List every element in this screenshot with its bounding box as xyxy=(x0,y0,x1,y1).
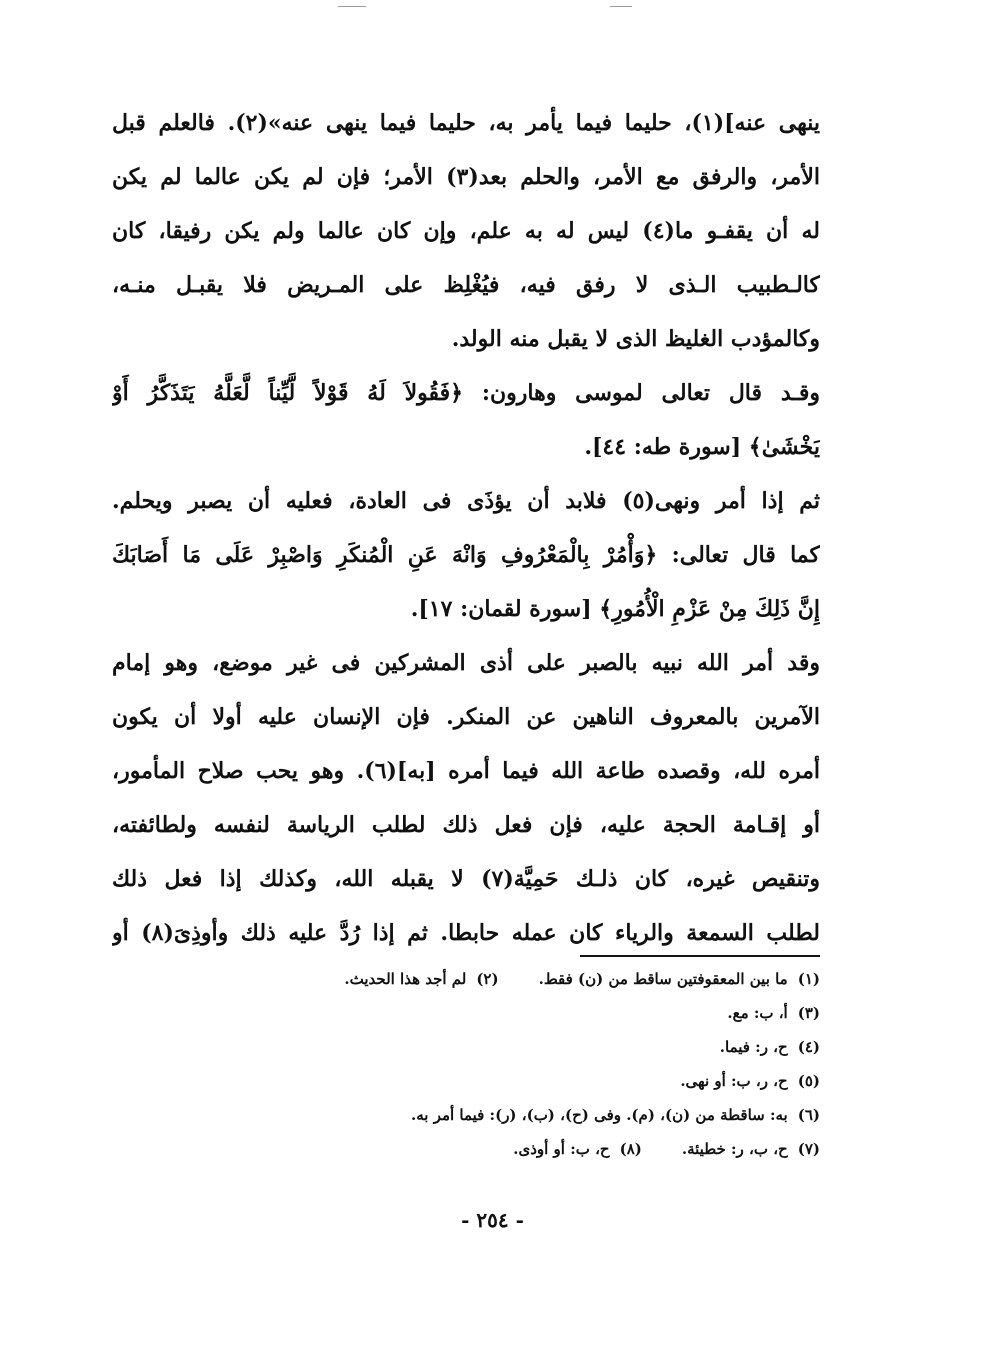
footnote-number: (٢) xyxy=(476,970,499,988)
page-number: - ٢٥٤ - xyxy=(461,1208,524,1232)
footnote xyxy=(200,1098,820,1132)
text-line: أمره لله، وقصده طاعة الله فيما أمره [به](٦). وهو يحب صلاح المأمور، xyxy=(112,758,820,784)
text-line: وقـد قال تعالى لموسى وهارون: ﴿فَقُولاَ لَهُ قَوْلاً لَّيِّناً لَّعَلَّهُ يَتَذَكَّرُ أَوْ xyxy=(112,380,820,406)
text-line: له أن يقفـو ما(٤) ليس له به علم، وإن كان عالما ولم يكن رفيقا، كان xyxy=(112,218,820,244)
text-line: وقد أمر الله نبيه بالصبر على أذى المشركين فى غير موضع، وهو إمام xyxy=(112,650,820,676)
footnote-number: (٧) xyxy=(797,1140,820,1158)
footnotes xyxy=(200,962,820,1166)
footnote xyxy=(200,1064,820,1098)
main-text xyxy=(112,96,820,960)
text-line: لطلب السمعة والرياء كان عمله حابطا. ثم إذا رُدَّ عليه ذلك وأوذِىَ(٨) أو xyxy=(112,920,820,946)
footnote-divider xyxy=(580,955,820,957)
text-line: يَخْشَىٰ﴾ [سورة طه: ٤٤]. xyxy=(584,434,820,460)
footnote xyxy=(200,1132,820,1166)
footnote-text: ح، ر: فيما. xyxy=(719,1038,788,1056)
footnote-text: ح، ب: أو أوذى. xyxy=(513,1140,610,1158)
footnote-number: (٨) xyxy=(619,1140,642,1158)
text-line: وتنقيص غيره، كان ذلـك حَمِيَّة(٧) لا يقبله الله، وكذلك إذا فعل ذلك xyxy=(112,866,820,892)
footnote-text: ما بين المعقوفتين ساقط من (ن) فقط. xyxy=(538,970,788,988)
footnote-text: لم أجد هذا الحديث. xyxy=(344,970,467,988)
text-line: كما قال تعالى: ﴿وَأْمُرْ بِالْمَعْرُوفِ وَانْهَ عَنِ الْمُنكَرِ وَاصْبِرْ عَلَى مَا أَصَابَكَ xyxy=(112,542,820,568)
text-line: ثم إذا أمر ونهى(٥) فلابد أن يؤذَى فى العادة، فعليه أن يصبر ويحلم. xyxy=(112,488,820,514)
text-line: أو إقـامة الحجة عليه، فإن فعل ذلك لطلب الرياسة لنفسه ولطائفته، xyxy=(112,812,820,838)
footnote-text: به: ساقطة من (ن)، (م). وفى (ح)، (ب)، (ر): فيما أمر به. xyxy=(411,1106,788,1124)
footnote xyxy=(200,962,820,996)
scan-mark xyxy=(610,6,632,7)
footnote-number: (١) xyxy=(797,970,820,988)
footnote xyxy=(200,1030,820,1064)
text-line: ينهى عنه](١)، حليما فيما يأمر به، حليما فيما ينهى عنه»(٢). فالعلم قبل xyxy=(112,110,820,136)
footnote-number: (٦) xyxy=(797,1106,820,1124)
footnote-text: أ، ب: مع. xyxy=(727,1004,788,1022)
text-line: كالـطبيب الـذى لا رفق فيه، فيُغْلِظ على المـريض فلا يقبـل منـه، xyxy=(112,272,820,298)
text-line: الأمر، والرفق مع الأمر، والحلم بعد(٣) الأمر؛ فإن لم يكن عالما لم يكن xyxy=(112,164,820,190)
footnote-number: (٣) xyxy=(797,1004,820,1022)
footnote-number: (٥) xyxy=(797,1072,820,1090)
footnote-number: (٤) xyxy=(797,1038,820,1056)
footnote-text: ح، ر، ب: أو نهى. xyxy=(680,1072,788,1090)
scan-mark xyxy=(338,6,366,7)
text-line: الآمرين بالمعروف الناهين عن المنكر. فإن الإنسان عليه أولا أن يكون xyxy=(112,704,820,730)
text-line: إِنَّ ذَلِكَ مِنْ عَزْمِ الْأُمُورِ﴾ [سورة لقمان: ١٧]. xyxy=(410,596,820,622)
footnote xyxy=(200,996,820,1030)
text-line: وكالمؤدب الغليظ الذى لا يقبل منه الولد. xyxy=(451,326,820,352)
footnote-text: ح، ب، ر: خطيئة. xyxy=(681,1140,788,1158)
